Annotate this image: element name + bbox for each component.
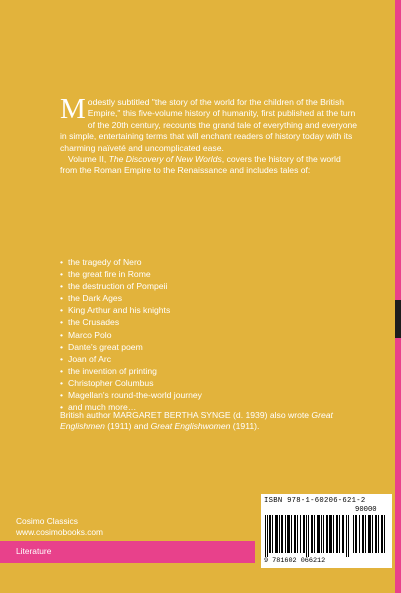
list-item: • the invention of printing bbox=[60, 365, 202, 377]
book-title-2: Great Englishwomen bbox=[150, 421, 231, 432]
list-item: • King Arthur and his knights bbox=[60, 304, 202, 316]
author-note bbox=[60, 410, 360, 433]
topics-list bbox=[60, 256, 202, 413]
list-item: • Magellan's round-the-world journey bbox=[60, 389, 202, 401]
list-item: • the great fire in Rome bbox=[60, 268, 202, 280]
list-item: • Dante's great poem bbox=[60, 341, 202, 353]
list-item: • Joan of Arc bbox=[60, 353, 202, 365]
spine-edge bbox=[395, 0, 401, 593]
publisher-url: www.cosimobooks.com bbox=[16, 527, 104, 537]
publisher-info bbox=[16, 516, 103, 538]
drop-cap: M bbox=[60, 93, 86, 125]
list-item: • and much more… bbox=[60, 401, 202, 413]
isbn-number: ISBN 978-1-60206-621-2 bbox=[264, 497, 366, 505]
list-item: • the Dark Ages bbox=[60, 292, 202, 304]
author-note-mid: (1911) and bbox=[104, 421, 151, 432]
list-item: • Marco Polo bbox=[60, 329, 202, 341]
author-dates: (d. 1939) also wrote bbox=[230, 410, 312, 420]
list-item: • the tragedy of Nero bbox=[60, 256, 202, 268]
volume-label: Volume II, bbox=[68, 154, 109, 165]
publisher-name: Cosimo Classics bbox=[16, 516, 78, 526]
price-barcode-bars bbox=[353, 515, 387, 553]
volume-description: , covers the history of the world from the Roman Empire to the Renaissance and includes tales of: bbox=[60, 154, 341, 176]
barcode-digits: 9 781602 066212 bbox=[264, 557, 326, 565]
blurb-paragraph-2 bbox=[60, 154, 360, 177]
book-title-1: Great Englishmen bbox=[60, 410, 333, 432]
author-note-suffix: (1911). bbox=[230, 421, 260, 432]
isbn-barcode bbox=[261, 494, 392, 568]
spine-mark bbox=[395, 300, 401, 338]
author-name: MARGARET BERTHA SYNGE bbox=[113, 410, 231, 420]
blurb-paragraph-1-text: odestly subtitled "the story of the world for the children of the British Empire," this five-volume history of humanity, first published at the turn of the 20th century, recounts the grand tale of everything and everyone in simple, entertaining terms that will enchant readers of history today with its charming naïveté and uncomplicated ease. bbox=[60, 97, 358, 153]
list-item: • Christopher Columbus bbox=[60, 377, 202, 389]
list-item: • the Crusades bbox=[60, 316, 202, 328]
list-item: • the destruction of Pompeii bbox=[60, 280, 202, 292]
blurb bbox=[60, 93, 360, 177]
author-note-prefix: British author bbox=[60, 410, 114, 420]
volume-title: The Discovery of New Worlds bbox=[108, 154, 222, 165]
blurb-paragraph-1 bbox=[60, 93, 360, 154]
price-code: 90000 bbox=[355, 506, 377, 514]
category-label: Literature bbox=[16, 546, 52, 556]
barcode-bars bbox=[265, 515, 349, 557]
